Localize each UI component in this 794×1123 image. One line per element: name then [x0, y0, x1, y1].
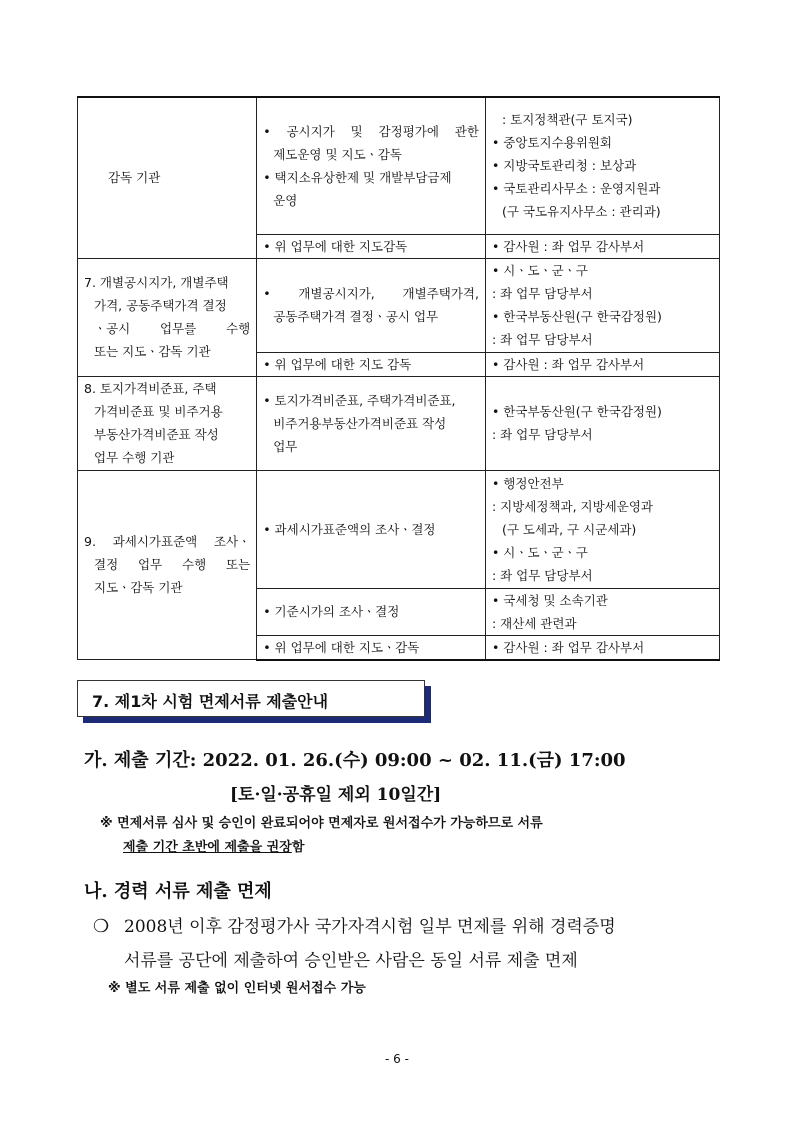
- org-text: 업무 수행 기관: [94, 450, 175, 465]
- duty-text: 공동주택가격 결정ㆍ공시 업무: [273, 309, 439, 324]
- dept-cell: [485, 588, 719, 635]
- exemption-heading: 나. 경력 서류 제출 면제: [84, 881, 272, 902]
- exemption-paragraph: 서류를 공단에 제출하여 승인받은 사람은 동일 서류 제출 면제: [124, 951, 578, 971]
- section-title: 7. 제1차 시험 면제서류 제출안내: [92, 692, 329, 711]
- submission-period-note: [토·일·공휴일 제외 10일간]: [230, 785, 442, 805]
- org-text: 부동산가격비준표 작성: [94, 427, 219, 442]
- duty-cell: [257, 352, 486, 376]
- dept-text: (구 도세과, 구 시군세과): [501, 521, 637, 537]
- table-row: [78, 376, 720, 470]
- notice-line: [123, 836, 304, 855]
- dept-text: : 토지정책관(구 토지국): [501, 112, 633, 128]
- online-note: ※ 별도 서류 제출 없이 인터넷 원서접수 가능: [108, 981, 366, 996]
- dept-text: : 좌 업무 담당부서: [491, 286, 593, 301]
- dept-text: • 한국부동산원(구 한국감정원): [491, 404, 662, 419]
- notice-tail: 함: [291, 840, 305, 855]
- dept-text: • 지방국토관리청 : 보상과: [491, 158, 637, 174]
- dept-text: • 국토관리사무소 : 운영지원과: [491, 181, 661, 197]
- section-title-box: [77, 680, 425, 717]
- org-cell: [78, 470, 257, 660]
- org-cell: [78, 258, 257, 376]
- dept-text: • 한국부동산원(구 한국감정원): [491, 309, 662, 324]
- dept-cell: [485, 258, 719, 352]
- duty-text: • 과세시가표준액의 조사ㆍ결정: [263, 521, 436, 537]
- duty-text: 업무: [273, 438, 298, 454]
- dept-text: : 좌 업무 담당부서: [491, 427, 593, 442]
- dept-text: • 감사원 : 좌 업무 감사부서: [491, 639, 645, 655]
- duty-cell: [257, 588, 486, 635]
- exemption-paragraph: 2008년 이후 감정평가사 국가자격시험 일부 면제를 위해 경력증명: [124, 917, 616, 937]
- duty-cell: [257, 376, 486, 470]
- org-text: 지도ㆍ감독 기관: [94, 580, 183, 596]
- organization-table: [77, 96, 720, 661]
- duty-text: • 위 업무에 대한 지도ㆍ감독: [263, 639, 420, 655]
- page-number: - 6 -: [385, 1052, 409, 1066]
- org-text: 또는 지도ㆍ감독 기관: [94, 344, 211, 359]
- table-row: [78, 470, 720, 588]
- dept-text: • 행정안전부: [491, 475, 564, 491]
- duty-text: 제도운영 및 지도ㆍ감독: [273, 146, 402, 162]
- org-cell: [78, 376, 257, 470]
- duty-text: • 토지가격비준표, 주택가격비준표,: [263, 392, 456, 408]
- notice-line: ※ 면제서류 심사 및 승인이 완료되어야 면제자로 원서접수가 가능하므로 서류: [100, 816, 543, 831]
- org-text: 가격, 공동주택가격 결정: [94, 298, 227, 313]
- dept-text: • 시ㆍ도ㆍ군ㆍ구: [491, 544, 588, 560]
- dept-text: (구 국도유지사무소 : 관리과): [501, 204, 661, 220]
- submission-period-heading: 가. 제출 기간: 2022. 01. 26.(수) 09:00 ~ 02. 11.(금) 17:00: [84, 750, 626, 771]
- table-row: [78, 258, 720, 352]
- dept-text: • 시ㆍ도ㆍ군ㆍ구: [491, 263, 588, 278]
- org-text: ㆍ공시 업무를 수행: [94, 321, 251, 336]
- dept-text: • 국세청 및 소속기관: [491, 592, 608, 608]
- dept-text: • 중앙토지수용위원회: [491, 135, 612, 151]
- duty-cell: [257, 635, 486, 660]
- dept-cell: [485, 234, 719, 258]
- org-text: 7. 개별공시지가, 개별주택: [84, 275, 229, 290]
- notice-underlined: 제출 기간 초반에 제출을 권장: [123, 840, 292, 855]
- org-text: 8. 토지가격비준표, 주택: [84, 381, 217, 396]
- org-text: 결정 업무 수행 또는: [94, 557, 251, 573]
- dept-text: : 좌 업무 담당부서: [491, 332, 593, 347]
- duty-cell: [257, 470, 486, 588]
- org-cell: [78, 97, 257, 258]
- table-row: [78, 97, 720, 234]
- dept-text: : 재산세 관련과: [491, 615, 577, 631]
- duty-text: 비주거용부동산가격비준표 작성: [273, 415, 447, 431]
- duty-text: 운영: [273, 192, 298, 208]
- dept-text: • 감사원 : 좌 업무 감사부서: [491, 356, 645, 372]
- duty-cell: [257, 258, 486, 352]
- org-text: 감독 기관: [108, 170, 161, 186]
- org-text: 가격비준표 및 비주거용: [94, 404, 223, 419]
- duty-text: • 개별공시지가, 개별주택가격,: [263, 286, 479, 301]
- dept-cell: [485, 635, 719, 660]
- duty-text: • 공시지가 및 감정평가에 관한: [263, 123, 479, 139]
- duty-text: • 기준시가의 조사ㆍ결정: [263, 604, 400, 619]
- dept-cell: [485, 470, 719, 588]
- dept-text: : 지방세정책과, 지방세운영과: [491, 498, 653, 514]
- duty-cell: [257, 97, 486, 234]
- dept-text: : 좌 업무 담당부서: [491, 567, 593, 583]
- duty-text: • 위 업무에 대한 지도감독: [263, 238, 408, 254]
- duty-cell: [257, 234, 486, 258]
- circle-bullet-icon: ❍: [93, 916, 110, 937]
- dept-text: • 감사원 : 좌 업무 감사부서: [491, 238, 645, 254]
- dept-cell: [485, 376, 719, 470]
- duty-text: • 위 업무에 대한 지도 감독: [263, 356, 412, 372]
- dept-cell: [485, 97, 719, 234]
- duty-text: • 택지소유상한제 및 개발부담금제: [263, 169, 452, 185]
- org-text: 9. 과세시가표준액 조사ㆍ: [84, 534, 251, 550]
- dept-cell: [485, 352, 719, 376]
